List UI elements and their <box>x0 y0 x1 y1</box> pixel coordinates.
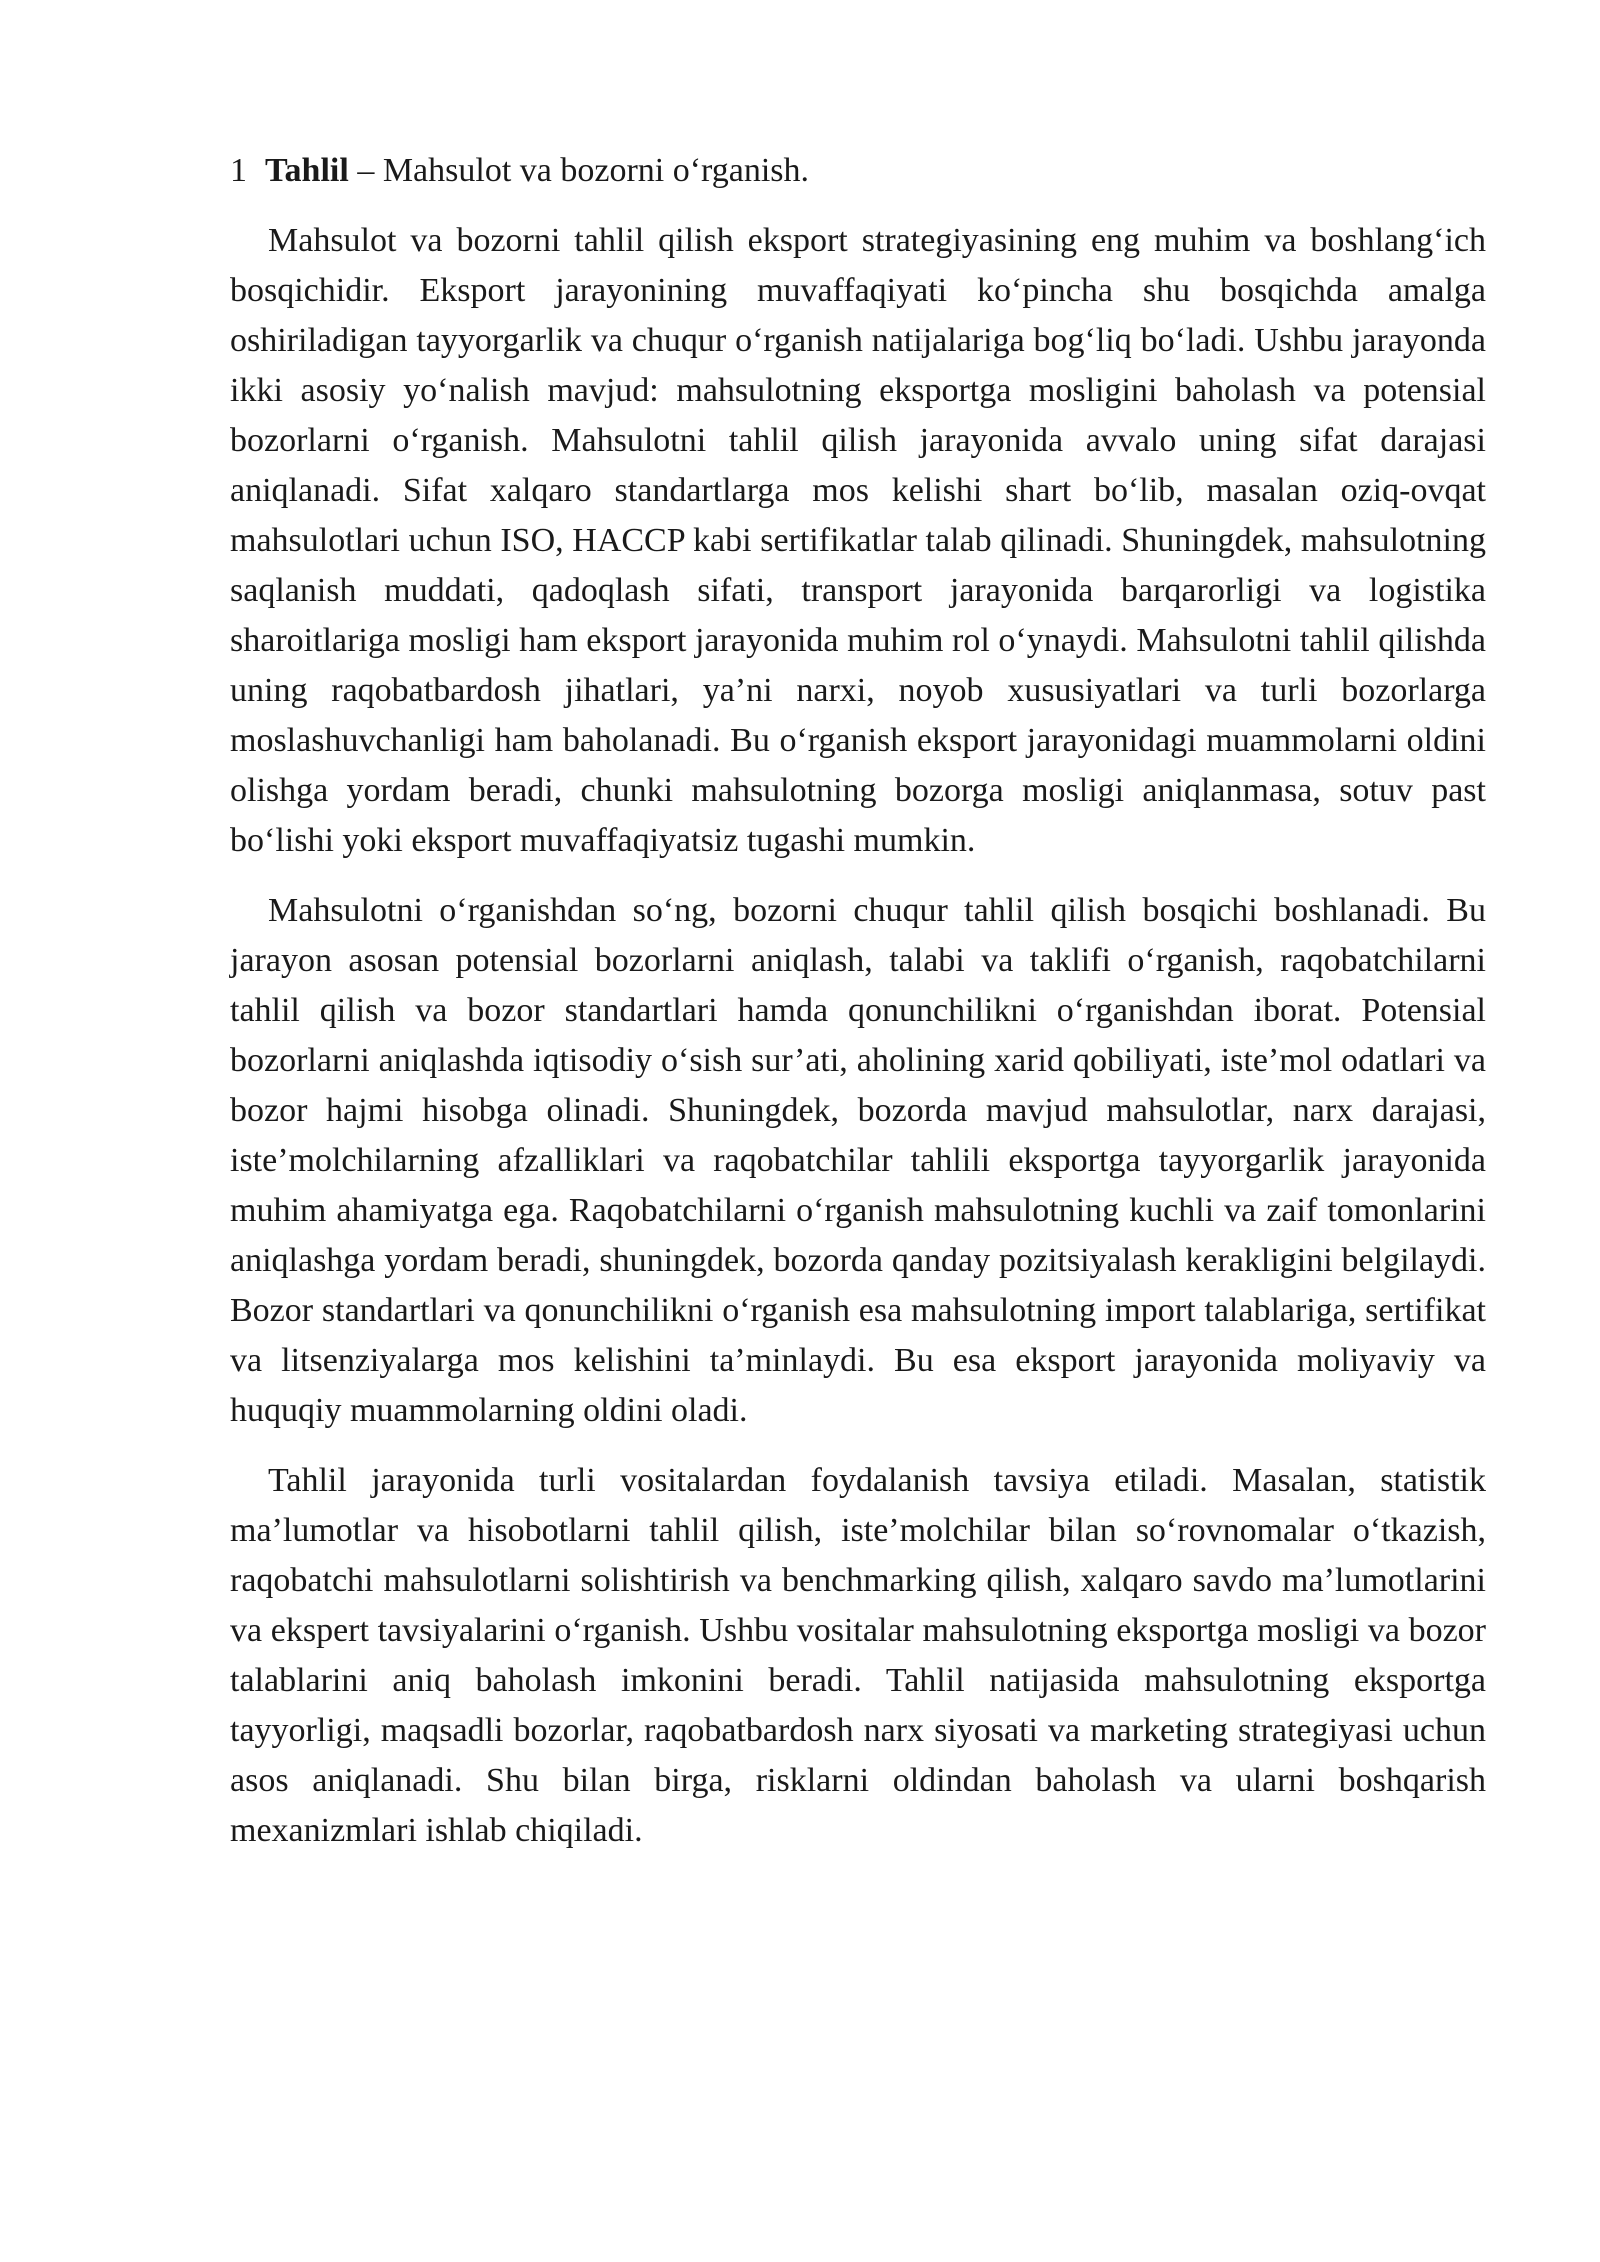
document-body <box>230 146 1486 1876</box>
section-number: 1 <box>230 152 247 189</box>
paragraph-3: Tahlil jarayonida turli vositalardan foydalanish tavsiya etiladi. Masalan, statistik ma’lumotlar va hisobotlarni tahlil qilish, iste’molchilar bilan so‘rovnomalar o‘tkazish, raqobatchi mahsulotlarni solishtirish va benchmarking qilish, xalqaro savdo ma’lumotlarini va ekspert tavsiyalarini o‘rganish. Ushbu vositalar mahsulotning eksportga mosligi va bozor talablarini aniq baholash imkonini beradi. Tahlil natijasida mahsulotning eksportga tayyorligi, maqsadli bozorlar, raqobatbardosh narx siyosati va marketing strategiyasi uchun asos aniqlanadi. Shu bilan birga, risklarni oldindan baholash va ularni boshqarish mexanizmlari ishlab chiqiladi. <box>230 1462 1486 1849</box>
paragraph-1: Mahsulot va bozorni tahlil qilish eksport strategiyasining eng muhim va boshlang‘ich bosqichidir. Eksport jarayonining muvaffaqiyati ko‘pincha shu bosqichda amalga oshiriladigan tayyorgarlik va chuqur o‘rganish natijalariga bog‘liq bo‘ladi. Ushbu jarayonda ikki asosiy yo‘nalish mavjud: mahsulotning eksportga mosligini baholash va potensial bozorlarni o‘rganish. Mahsulotni tahlil qilish jarayonida avvalo uning sifat darajasi aniqlanadi. Sifat xalqaro standartlarga mos kelishi shart bo‘lib, masalan oziq-ovqat mahsulotlari uchun ISO, HACCP kabi sertifikatlar talab qilinadi. Shuningdek, mahsulotning saqlanish muddati, qadoqlash sifati, transport jarayonida barqarorligi va logistika sharoitlariga mosligi ham eksport jarayonida muhim rol o‘ynaydi. Mahsulotni tahlil qilishda uning raqobatbardosh jihatlari, ya’ni narxi, noyob xususiyatlari va turli bozorlarga moslashuvchanligi ham baholanadi. Bu o‘rganish eksport jarayonidagi muammolarni oldini olishga yordam beradi, chunki mahsulotning bozorga mosligi aniqlanmasa, sotuv past bo‘lishi yoki eksport muvaffaqiyatsiz tugashi mumkin. <box>230 222 1486 859</box>
section-title-bold: Tahlil <box>265 152 349 189</box>
section-title-rest: – Mahsulot va bozorni o‘rganish. <box>348 152 810 189</box>
section-heading <box>230 146 1486 196</box>
paragraph-2: Mahsulotni o‘rganishdan so‘ng, bozorni chuqur tahlil qilish bosqichi boshlanadi. Bu jarayon asosan potensial bozorlarni aniqlash, talabi va taklifi o‘rganish, raqobatchilarni tahlil qilish va bozor standartlari hamda qonunchilikni o‘rganishdan iborat. Potensial bozorlarni aniqlashda iqtisodiy o‘sish sur’ati, aholining xarid qobiliyati, iste’mol odatlari va bozor hajmi hisobga olinadi. Shuningdek, bozorda mavjud mahsulotlar, narx darajasi, iste’molchilarning afzalliklari va raqobatchilar tahlili eksportga tayyorgarlik jarayonida muhim ahamiyatga ega. Raqobatchilarni o‘rganish mahsulotning kuchli va zaif tomonlarini aniqlashga yordam beradi, shuningdek, bozorda qanday pozitsiyalash kerakligini belgilaydi. Bozor standartlari va qonunchilikni o‘rganish esa mahsulotning import talablariga, sertifikat va litsenziyalarga mos kelishini ta’minlaydi. Bu esa eksport jarayonida moliyaviy va huquqiy muammolarning oldini oladi. <box>230 892 1486 1429</box>
